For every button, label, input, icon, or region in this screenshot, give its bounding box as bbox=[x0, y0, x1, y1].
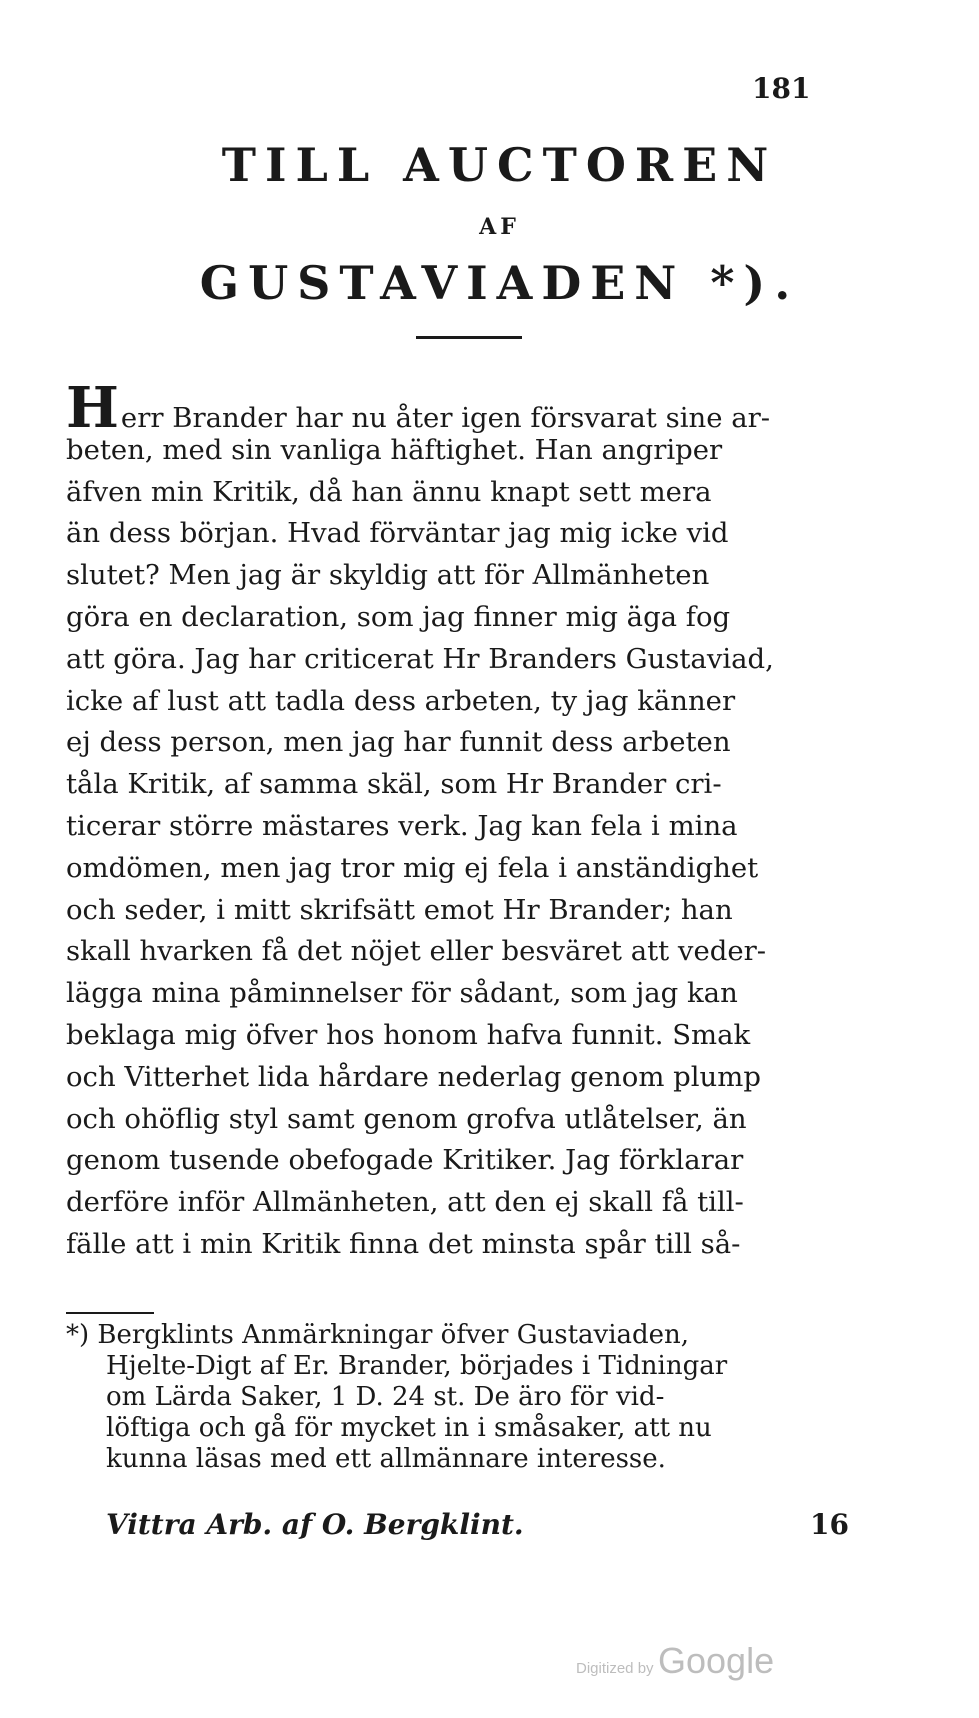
body-line: att göra. Jag har criticerat Hr Branders Gustaviad, bbox=[66, 642, 774, 675]
body-line: beten, med sin vanliga häftighet. Han angriper bbox=[66, 433, 723, 466]
title-line-1: TILL AUCTOREN bbox=[221, 138, 778, 192]
digitized-watermark bbox=[576, 1640, 774, 1682]
watermark-small-text: Digitized by bbox=[576, 1660, 654, 1677]
body-line-1-rest: err Brander har nu åter igen försvarat sine ar- bbox=[120, 402, 771, 434]
body-line: omdömen, men jag tror mig ej fela i anständighet bbox=[66, 851, 759, 884]
body-line: ej dess person, men jag har funnit dess arbeten bbox=[66, 726, 731, 759]
body-line: och seder, i mitt skrifsätt emot Hr Brander; han bbox=[66, 893, 733, 926]
footnote-line: om Lärda Saker, 1 D. 24 st. De äro för vid- bbox=[106, 1382, 665, 1412]
body-text bbox=[66, 375, 886, 1266]
body-line-1 bbox=[66, 375, 886, 441]
drop-cap: H bbox=[66, 375, 119, 441]
footnote-divider bbox=[66, 1312, 154, 1314]
body-line: fälle att i min Kritik finna det minsta spår till så- bbox=[66, 1227, 741, 1260]
body-line: skall hvarken få det nöjet eller besväret att veder- bbox=[66, 935, 767, 968]
footnote-line: kunna läsas med ett allmännare interesse. bbox=[106, 1444, 666, 1474]
body-line: ticerar större mästares verk. Jag kan fela i mina bbox=[66, 809, 738, 842]
body-line-1-text bbox=[66, 375, 771, 441]
footnote bbox=[66, 1320, 886, 1475]
body-line: än dess början. Hvad förväntar jag mig icke vid bbox=[66, 517, 729, 550]
footnote-line: löftiga och gå för mycket in i småsaker, att nu bbox=[106, 1413, 712, 1443]
title-divider bbox=[416, 336, 522, 339]
title-line-2: AF bbox=[479, 214, 520, 240]
title-line-3: GUSTAVIADEN *). bbox=[199, 256, 800, 310]
body-line: tåla Kritik, af samma skäl, som Hr Brander cri- bbox=[66, 768, 722, 801]
body-line: lägga mina påminnelser för sådant, som jag kan bbox=[66, 977, 738, 1010]
watermark-logo-text: Google bbox=[658, 1640, 775, 1681]
body-line: derföre inför Allmänheten, att den ej skall få till- bbox=[66, 1186, 744, 1219]
body-line: slutet? Men jag är skyldig att för Allmänheten bbox=[66, 559, 710, 592]
body-line: icke af lust att tadla dess arbeten, ty jag känner bbox=[66, 684, 736, 717]
body-line: äfven min Kritik, då han ännu knapt sett mera bbox=[66, 475, 712, 508]
body-line: göra en declaration, som jag finner mig äga fog bbox=[66, 600, 731, 633]
body-line: genom tusende obefogade Kritiker. Jag förklarar bbox=[66, 1144, 744, 1177]
body-line: beklaga mig öfver hos honom hafva funnit. Smak bbox=[66, 1018, 751, 1051]
body-line: och Vitterhet lida hårdare nederlag genom plump bbox=[66, 1060, 761, 1093]
sheet-number: 16 bbox=[810, 1508, 849, 1541]
footnote-line: Hjelte-Digt af Er. Brander, börjades i Tidningar bbox=[106, 1351, 728, 1381]
signature-line: Vittra Arb. af O. Bergklint. bbox=[106, 1508, 524, 1541]
body-line: och ohöflig styl samt genom grofva utlåtelser, än bbox=[66, 1102, 747, 1135]
page-number: 181 bbox=[752, 72, 811, 105]
footnote-line: *) Bergklints Anmärkningar öfver Gustaviaden, bbox=[66, 1320, 690, 1350]
